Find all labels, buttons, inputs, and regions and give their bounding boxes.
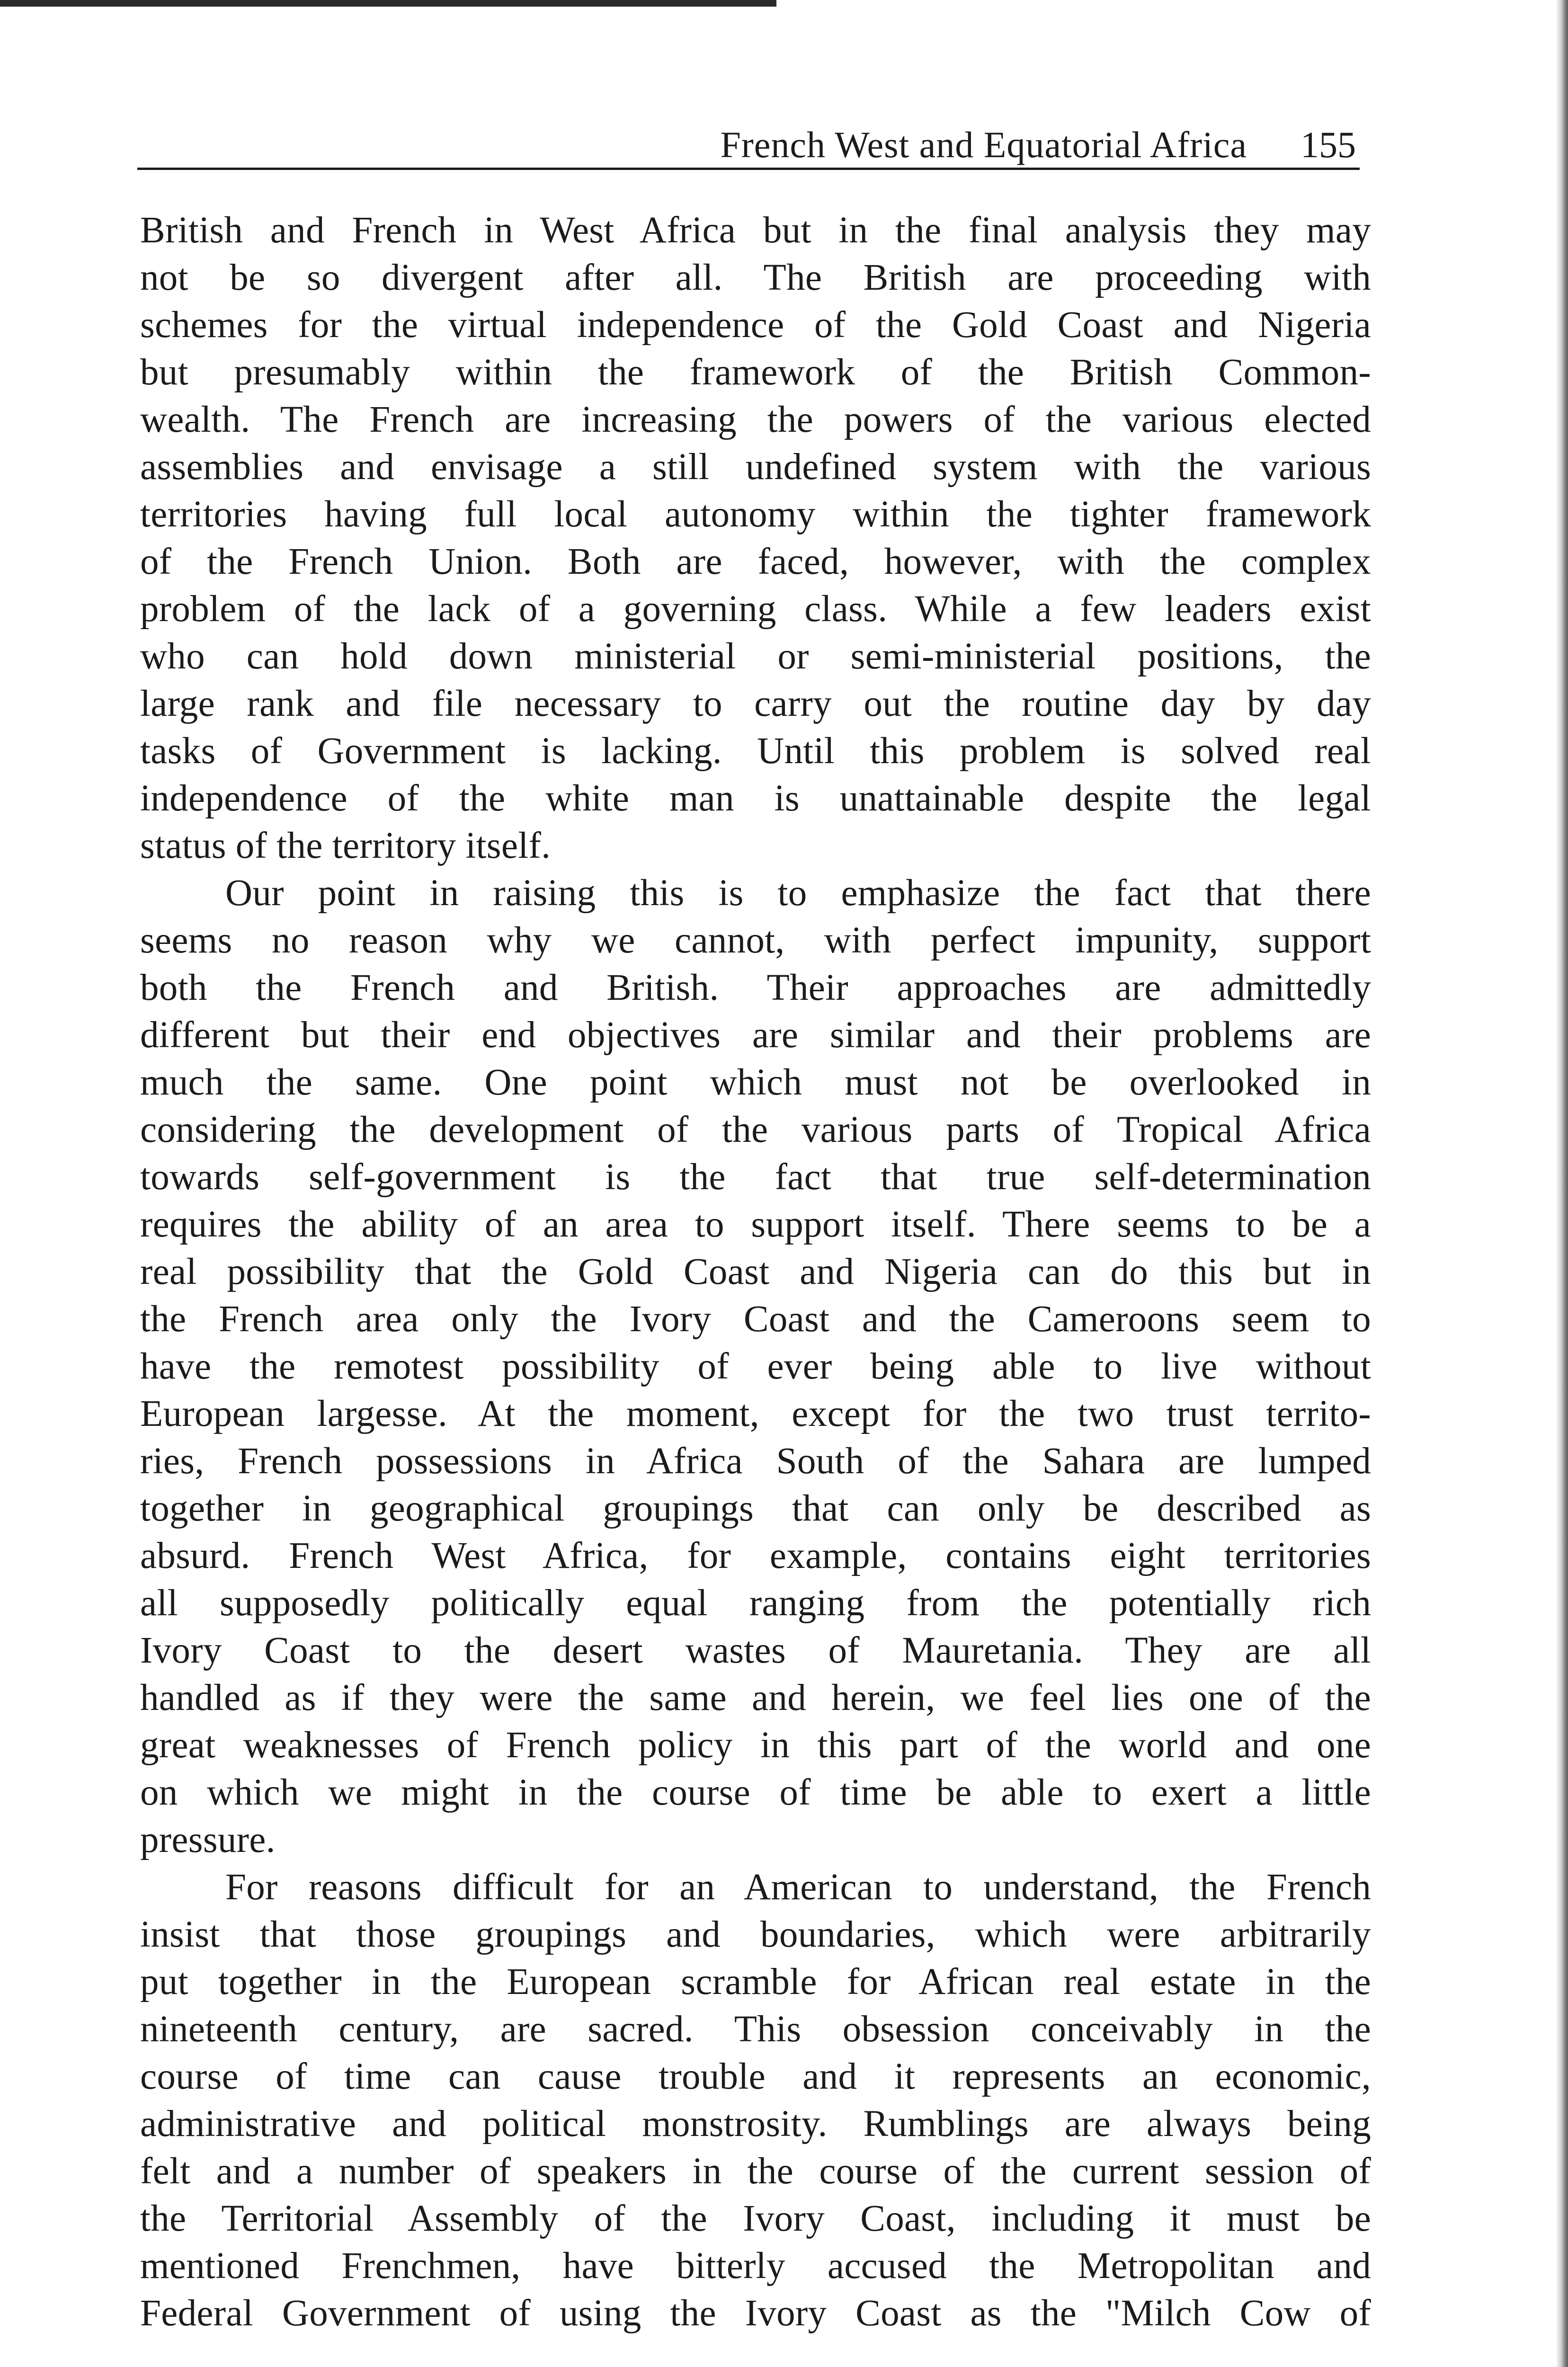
text-line: different but their end objectives are similar and their problems are: [140, 1014, 1371, 1056]
text-line: status of the territory itself.: [140, 825, 551, 866]
text-line: ries, French possessions in Africa South of the Sahara are lumped: [140, 1441, 1371, 1482]
text-line: problem of the lack of a governing class. While a few leaders exist: [140, 588, 1371, 630]
text-line: together in geographical groupings that can only be described as: [140, 1488, 1371, 1529]
text-line: independence of the white man is unattainable despite the legal: [140, 778, 1371, 819]
text-line: wealth. The French are increasing the powers of the various elected: [140, 399, 1371, 440]
page-edge-shadow: [1557, 0, 1568, 2367]
text-line: the Territorial Assembly of the Ivory Coast, including it must be: [140, 2198, 1371, 2239]
page-number: 155: [1301, 124, 1356, 165]
text-line: schemes for the virtual independence of the Gold Coast and Nigeria: [140, 304, 1371, 346]
text-line: requires the ability of an area to support itself. There seems to be a: [140, 1204, 1371, 1245]
text-line: who can hold down ministerial or semi-ministerial positions, the: [140, 636, 1371, 677]
text-line: the French area only the Ivory Coast and the Cameroons seem to: [140, 1299, 1371, 1340]
page-header: [137, 122, 1360, 170]
text-line: pressure.: [140, 1819, 276, 1860]
text-line: mentioned Frenchmen, have bitterly accused the Metropolitan and: [140, 2245, 1371, 2287]
text-line: nineteenth century, are sacred. This obsession conceivably in the: [140, 2009, 1371, 2050]
top-edge-rule: [0, 0, 776, 7]
text-line: For reasons difficult for an American to understand, the French: [225, 1867, 1371, 1908]
text-line: Ivory Coast to the desert wastes of Mauretania. They are all: [140, 1630, 1371, 1671]
text-line: course of time can cause trouble and it represents an economic,: [140, 2056, 1371, 2097]
text-line: much the same. One point which must not be overlooked in: [140, 1062, 1371, 1103]
text-line: both the French and British. Their approaches are admittedly: [140, 967, 1371, 1008]
running-head: French West and Equatorial Africa: [720, 124, 1247, 165]
text-line: handled as if they were the same and herein, we feel lies one of the: [140, 1677, 1371, 1718]
text-line: tasks of Government is lacking. Until this problem is solved real: [140, 730, 1371, 772]
text-line: all supposedly politically equal ranging from the potentially rich: [140, 1583, 1371, 1624]
text-line: British and French in West Africa but in the final analysis they may: [140, 210, 1371, 251]
text-line: towards self-government is the fact that true self-determination: [140, 1157, 1371, 1198]
text-line: insist that those groupings and boundaries, which were arbitrarily: [140, 1914, 1371, 1955]
body-text: [140, 207, 1371, 2337]
text-line: put together in the European scramble for African real estate in the: [140, 1961, 1371, 2002]
text-line: absurd. French West Africa, for example, contains eight territories: [140, 1535, 1371, 1576]
text-line: have the remotest possibility of ever being able to live without: [140, 1346, 1371, 1387]
text-line: not be so divergent after all. The British are proceeding with: [140, 257, 1371, 298]
text-line: administrative and political monstrosity. Rumblings are always being: [140, 2103, 1371, 2145]
text-line: of the French Union. Both are faced, however, with the complex: [140, 541, 1371, 582]
text-line: European largesse. At the moment, except for the two trust territo-: [140, 1393, 1371, 1434]
text-line: but presumably within the framework of the British Common-: [140, 352, 1371, 393]
text-line: large rank and file necessary to carry out the routine day by day: [140, 683, 1371, 724]
text-line: territories having full local autonomy within the tighter framework: [140, 494, 1371, 535]
text-line: great weaknesses of French policy in this part of the world and one: [140, 1725, 1371, 1766]
text-line: considering the development of the various parts of Tropical Africa: [140, 1109, 1371, 1150]
text-line: on which we might in the course of time be able to exert a little: [140, 1772, 1371, 1813]
text-line: felt and a number of speakers in the course of the current session of: [140, 2151, 1371, 2192]
text-line: assemblies and envisage a still undefined system with the various: [140, 446, 1371, 488]
text-line: seems no reason why we cannot, with perfect impunity, support: [140, 920, 1371, 961]
text-line: real possibility that the Gold Coast and Nigeria can do this but in: [140, 1251, 1371, 1292]
text-line: Our point in raising this is to emphasize the fact that there: [225, 872, 1371, 914]
text-line: Federal Government of using the Ivory Coast as the "Milch Cow of: [140, 2293, 1371, 2334]
